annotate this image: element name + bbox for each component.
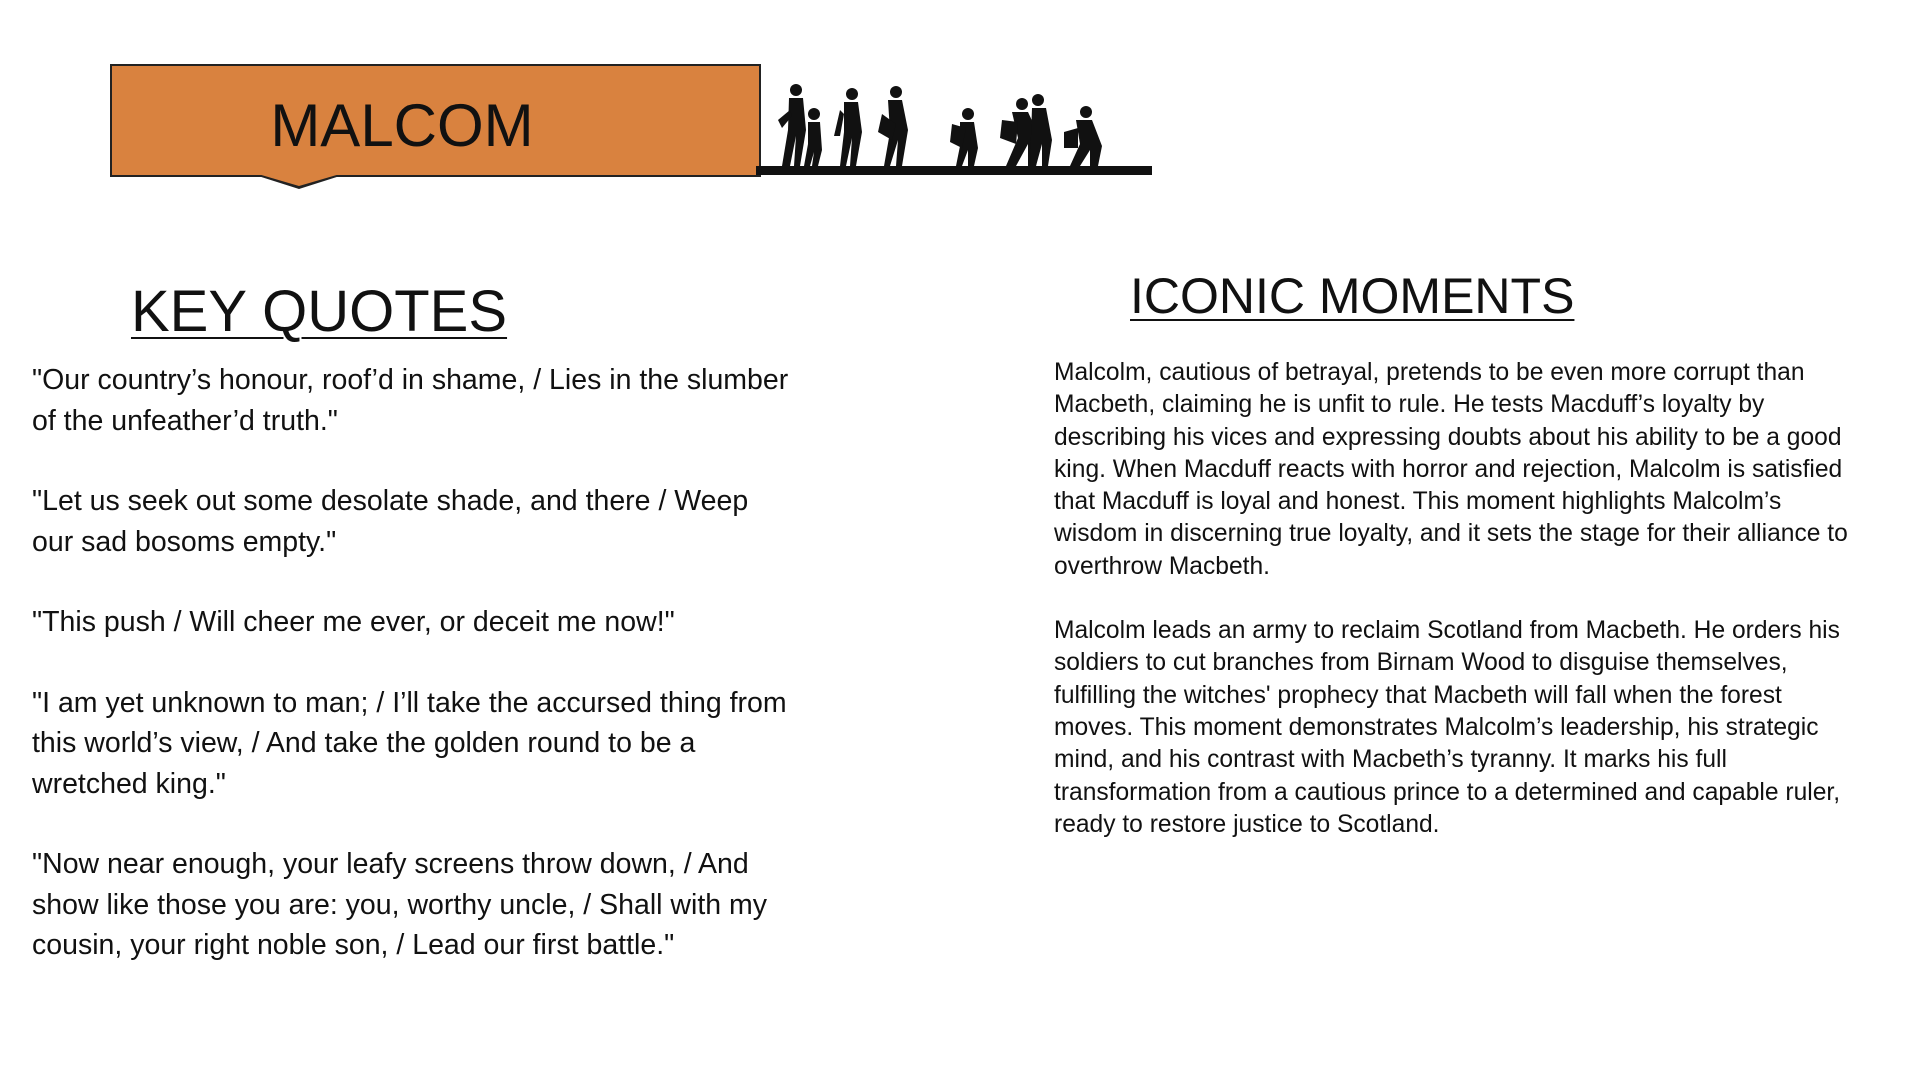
banner-notch-fill	[258, 174, 340, 186]
title-banner	[110, 64, 761, 177]
key-quotes-list	[32, 360, 792, 1006]
quote-item: "Our country’s honour, roof’d in shame, / Lies in the slumber of the unfeather’d truth."	[32, 364, 789, 437]
iconic-moments-heading: ICONIC MOMENTS	[1130, 268, 1575, 324]
character-title: MALCOM	[270, 92, 534, 159]
quote-item: "Let us seek out some desolate shade, and there / Weep our sad bosoms empty."	[32, 485, 749, 558]
walking-people-silhouette-icon	[756, 80, 1152, 180]
moment-paragraph: Malcolm leads an army to reclaim Scotland from Macbeth. He orders his soldiers to cut branches from Birnam Wood to disguise themselves, fulfilling the witches' prophecy that Macbeth will fall when the forest moves. This moment demonstrates Malcolm’s leadership, his strategic mind, and his contrast with Macbeth’s tyranny. It marks his full transformation from a cautious prince to a determined and capable ruler, ready to restore justice to Scotland.	[1054, 617, 1841, 838]
iconic-moments-list	[1054, 357, 1854, 873]
quote-item: "Now near enough, your leafy screens throw down, / And show like those you are: you, worthy uncle, / Shall with my cousin, your right noble son, / Lead our first battle."	[32, 848, 768, 961]
quote-item: "I am yet unknown to man; / I’ll take the accursed thing from this world’s view, / And take the golden round to be a wretched king."	[32, 686, 787, 800]
quote-item: "This push / Will cheer me ever, or deceit me now!"	[32, 606, 675, 638]
key-quotes-heading: KEY QUOTES	[131, 279, 508, 344]
moment-paragraph: Malcolm, cautious of betrayal, pretends to be even more corrupt than Macbeth, claiming he is unfit to rule. He tests Macduff’s loyalty by describing his vices and expressing doubts about his ability to be a good king. When Macduff reacts with horror and rejection, Malcolm is satisfied that Macduff is loyal and honest. This moment highlights Malcolm’s wisdom in discerning true loyalty, and it sets the stage for their alliance to overthrow Macbeth.	[1054, 359, 1848, 580]
